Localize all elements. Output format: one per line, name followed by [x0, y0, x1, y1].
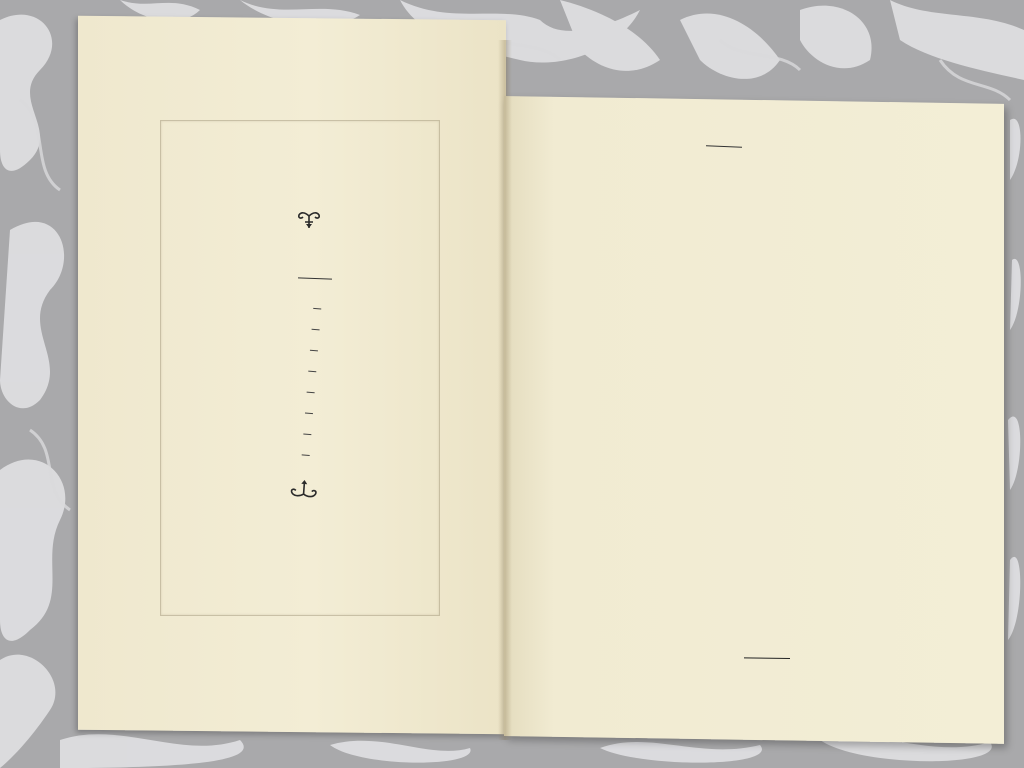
- menu-line: [643, 175, 945, 179]
- top-ornament-icon: [296, 210, 322, 230]
- menu-line: [643, 185, 945, 189]
- menu-section: [555, 166, 945, 173]
- menu-line: [642, 193, 944, 197]
- section-label: [555, 174, 643, 177]
- menu-line: [643, 175, 945, 179]
- suggestion-separator: [305, 413, 313, 415]
- menu-line: [643, 157, 945, 161]
- menu-section: [554, 184, 944, 191]
- bottom-ornament-icon: [287, 477, 320, 499]
- suggestion-separator: [312, 329, 320, 331]
- section-label: [555, 166, 643, 169]
- section-items: [643, 185, 945, 189]
- suggestion-separator: [303, 433, 311, 435]
- menu-line: [642, 193, 944, 197]
- luncheon-sections: [554, 150, 945, 209]
- section-items: [643, 175, 945, 179]
- menu-line: [643, 157, 945, 161]
- menu-line: [643, 157, 945, 161]
- menu-line: [643, 167, 945, 171]
- menu-section: [555, 156, 945, 163]
- section-items: [643, 157, 945, 161]
- booklet-spine-fold: [498, 40, 512, 740]
- suggestion-separator: [302, 454, 310, 456]
- menu-section: [554, 192, 944, 199]
- section-label: [555, 156, 643, 159]
- menu-line: [642, 193, 944, 197]
- menu-line: [642, 193, 944, 197]
- suggestion-separator: [310, 350, 318, 352]
- menu-line: [643, 185, 945, 189]
- menu-line: [643, 175, 945, 179]
- section-items: [642, 193, 944, 197]
- suggestion-separator: [308, 371, 316, 373]
- suggestion-separator: [307, 392, 315, 394]
- menu-line: [642, 193, 944, 197]
- menu-line: [643, 175, 945, 179]
- section-label: [554, 192, 642, 195]
- menu-line: [643, 157, 945, 161]
- section-items: [643, 167, 945, 171]
- menu-section: [555, 174, 945, 181]
- suggestion-list: [199, 282, 423, 483]
- coffee-tea-blank-line: [744, 657, 790, 659]
- section-label: [554, 184, 642, 187]
- menu-line: [643, 167, 945, 171]
- suggestion-separator: [313, 308, 321, 310]
